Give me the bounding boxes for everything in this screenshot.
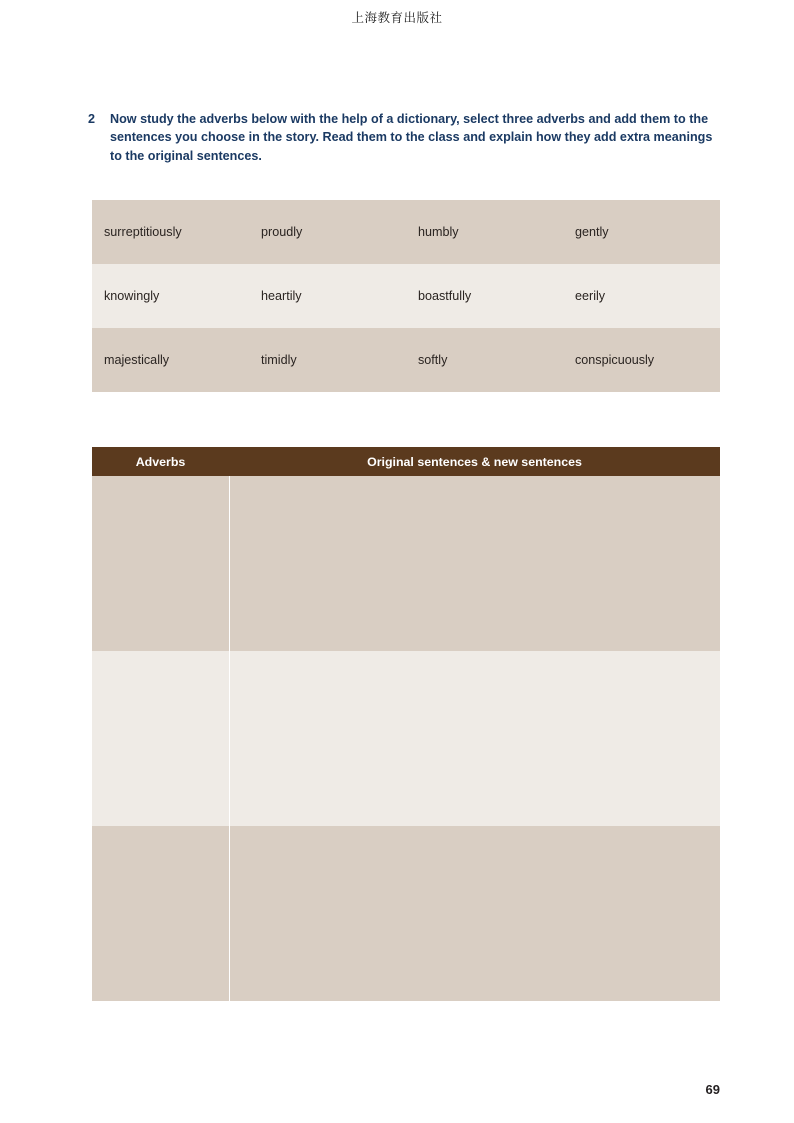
adverb-cell: eerily (563, 264, 720, 328)
table-row (92, 200, 720, 264)
table-row (92, 826, 720, 1001)
adverb-cell: gently (563, 200, 720, 264)
column-header-adverbs: Adverbs (92, 447, 229, 476)
answer-table (92, 447, 720, 1001)
adverbs-grid (92, 200, 720, 392)
adverb-cell: boastfully (406, 264, 563, 328)
table-row (92, 476, 720, 651)
adverb-cell: heartily (249, 264, 406, 328)
table-row (92, 328, 720, 392)
publisher-name: 上海教育出版社 (351, 10, 443, 25)
adverb-cell: conspicuously (563, 328, 720, 392)
answer-cell-sentences[interactable] (229, 476, 720, 651)
table-row (92, 264, 720, 328)
answer-cell-adverb[interactable] (92, 476, 229, 651)
answer-table-header-row (92, 447, 720, 476)
adverb-cell: majestically (92, 328, 249, 392)
adverb-cell: surreptitiously (92, 200, 249, 264)
table-row (92, 651, 720, 826)
adverb-cell: softly (406, 328, 563, 392)
adverb-cell: proudly (249, 200, 406, 264)
answer-cell-adverb[interactable] (92, 826, 229, 1001)
adverb-cell: knowingly (92, 264, 249, 328)
exercise-number: 2 (88, 112, 96, 126)
exercise-instruction-text: Now study the adverbs below with the help of a dictionary, select three adverbs and add them to the sentences you choose in the story. Read them to the class and explain how they add extra meanings to the original sentences. (110, 112, 713, 163)
page-number: 69 (705, 1082, 720, 1097)
adverb-cell: humbly (406, 200, 563, 264)
answer-cell-sentences[interactable] (229, 651, 720, 826)
answer-cell-sentences[interactable] (229, 826, 720, 1001)
column-header-sentences: Original sentences & new sentences (229, 447, 720, 476)
adverb-cell: timidly (249, 328, 406, 392)
answer-cell-adverb[interactable] (92, 651, 229, 826)
exercise-instruction (88, 110, 720, 165)
